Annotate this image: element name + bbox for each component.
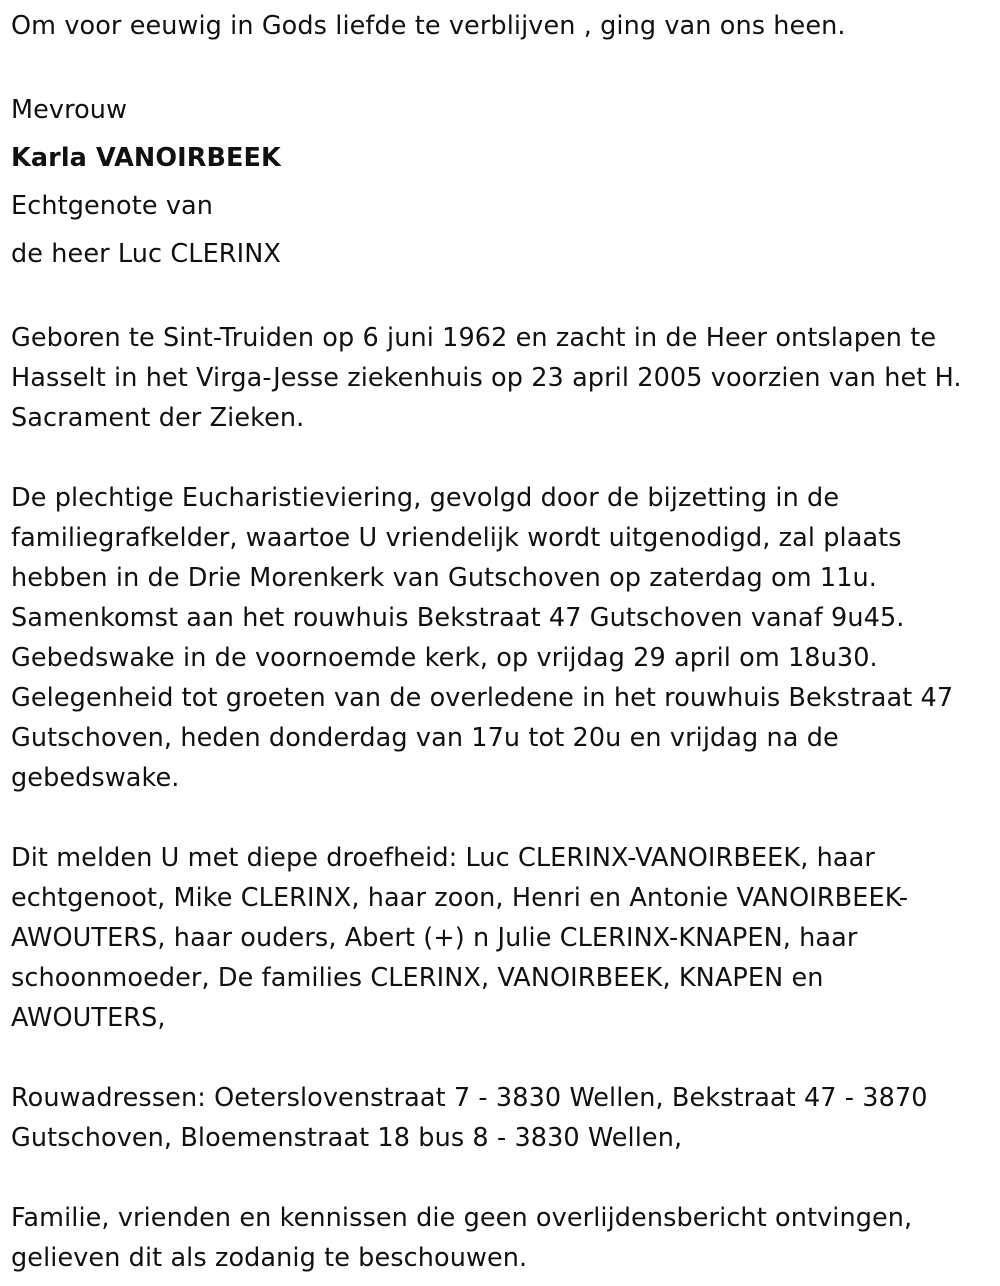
death-notice (11, 6, 995, 1278)
ceremony-paragraph (11, 478, 995, 798)
text-line: schoonmoeder, De families CLERINX, VANOIRBEEK, KNAPEN en (11, 963, 824, 993)
text-line: gebedswake. (11, 763, 180, 793)
spacer (11, 438, 995, 478)
intro-line: Om voor eeuwig in Gods liefde te verblijven , ging van ons heen. (11, 11, 846, 41)
text-line: Gebedswake in de voornoemde kerk, op vrijdag 29 april om 18u30. (11, 643, 878, 673)
text-line: Familie, vrienden en kennissen die geen overlijdensbericht ontvingen, (11, 1203, 913, 1233)
spouse-name: de heer Luc CLERINX (11, 239, 281, 269)
text-line: De plechtige Eucharistieviering, gevolgd door de bijzetting in de (11, 483, 840, 513)
addresses-paragraph (11, 1078, 995, 1158)
closing-paragraph (11, 1198, 995, 1278)
text-line: Dit melden U met diepe droefheid: Luc CLERINX-VANOIRBEEK, haar (11, 843, 875, 873)
birth-paragraph (11, 318, 995, 438)
text-line: Samenkomst aan het rouwhuis Bekstraat 47 Gutschoven vanaf 9u45. (11, 603, 905, 633)
text-line: AWOUTERS, haar ouders, Abert (+) n Julie CLERINX-KNAPEN, haar (11, 923, 858, 953)
salutation: Mevrouw (11, 95, 128, 125)
text-line: Gutschoven, Bloemenstraat 18 bus 8 - 3830 Wellen, (11, 1123, 683, 1153)
text-line: Geboren te Sint-Truiden op 6 juni 1962 en zacht in de Heer ontslapen te (11, 323, 937, 353)
spacer (11, 1038, 995, 1078)
spouse-label: Echtgenote van (11, 191, 214, 221)
spacer (11, 46, 995, 86)
text-line: hebben in de Drie Morenkerk van Gutschoven op zaterdag om 11u. (11, 563, 878, 593)
spacer (11, 278, 995, 318)
text-line: Hasselt in het Virga-Jesse ziekenhuis op 23 april 2005 voorzien van het H. (11, 363, 962, 393)
text-line: Rouwadressen: Oeterslovenstraat 7 - 3830 Wellen, Bekstraat 47 - 3870 (11, 1083, 928, 1113)
text-line: echtgenoot, Mike CLERINX, haar zoon, Henri en Antonie VANOIRBEEK- (11, 883, 909, 913)
deceased-block (11, 86, 995, 278)
spacer (11, 1158, 995, 1198)
text-line: gelieven dit als zodanig te beschouwen. (11, 1243, 528, 1273)
text-line: Gelegenheid tot groeten van de overledene in het rouwhuis Bekstraat 47 (11, 683, 954, 713)
deceased-name: Karla VANOIRBEEK (11, 143, 281, 173)
text-line: Sacrament der Zieken. (11, 403, 305, 433)
announcement-paragraph (11, 838, 995, 1038)
text-line: AWOUTERS, (11, 1003, 166, 1033)
text-line: Gutschoven, heden donderdag van 17u tot 20u en vrijdag na de (11, 723, 839, 753)
text-line: familiegrafkelder, waartoe U vriendelijk wordt uitgenodigd, zal plaats (11, 523, 902, 553)
spacer (11, 798, 995, 838)
